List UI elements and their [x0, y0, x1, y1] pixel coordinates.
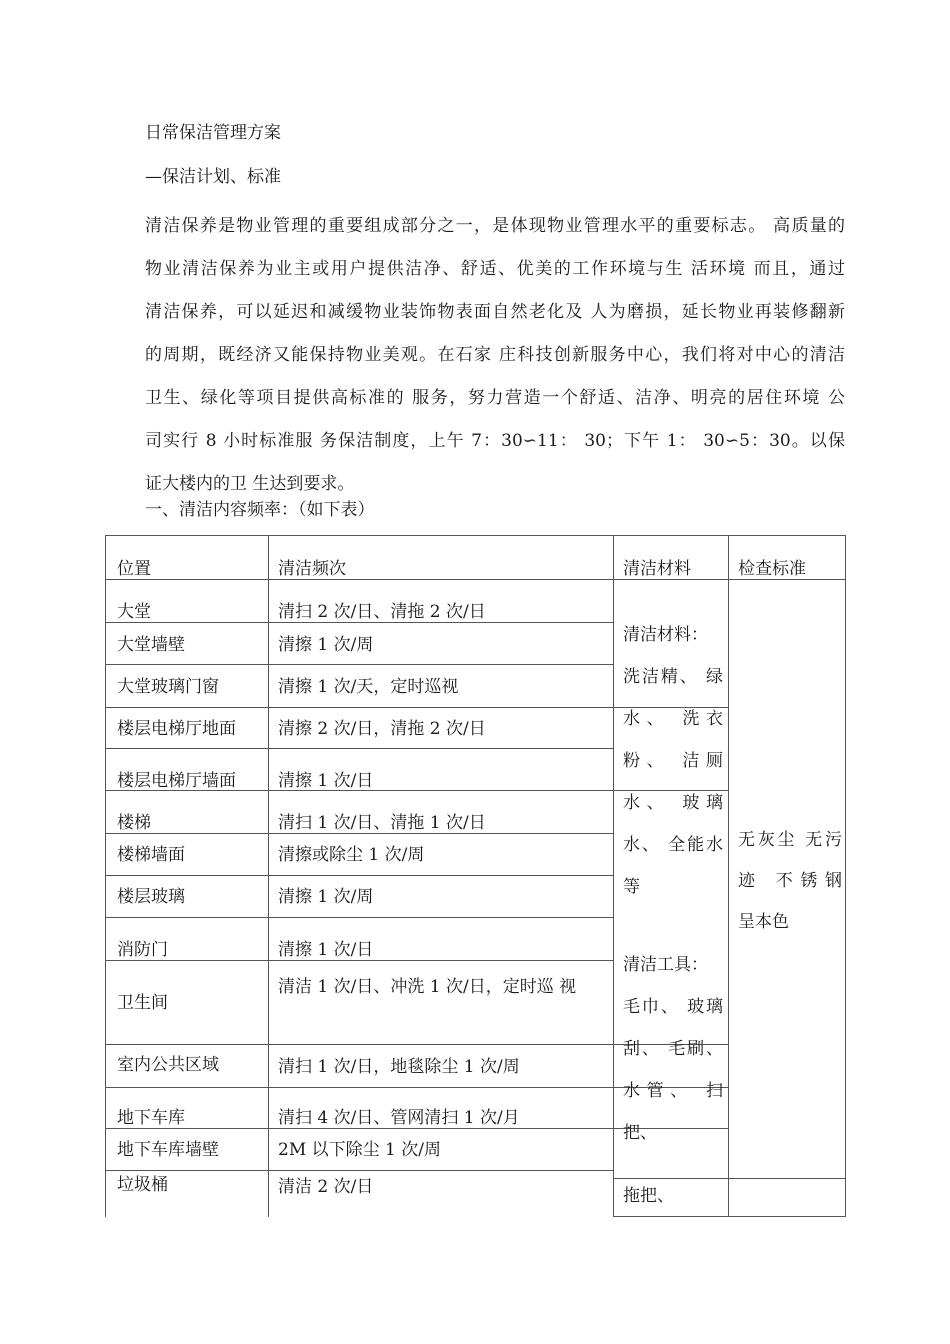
standard-line: 无灰尘 无污 — [738, 830, 842, 850]
intro-line: 卫生、绿化等项目提供高标准的 服务，努力营造一个舒适、洁净、明亮的居住环境 公 — [145, 388, 845, 408]
intro-line: 的周期，既经济又能保持物业美观。在石家 庄科技创新服务中心，我们将对中心的清洁 — [145, 345, 845, 365]
table-border-top — [105, 535, 846, 536]
row-divider — [105, 622, 613, 623]
intro-line: 清洁保养是物业管理的重要组成部分之一，是体现物业管理水平的重要标志。 高质量的 — [145, 216, 845, 236]
table-header-divider — [105, 579, 846, 580]
table-cell-location: 楼层电梯厅地面 — [117, 719, 236, 739]
table-cell-frequency: 清擦 1 次/日 — [278, 940, 374, 960]
table-cell-location: 大堂玻璃门窗 — [117, 677, 219, 697]
row-divider — [105, 1170, 613, 1171]
document-title: 日常保洁管理方案 — [145, 123, 281, 143]
table-cell-frequency: 清扫 1 次/日，地毯除尘 1 次/周 — [278, 1057, 520, 1077]
table-cell-frequency: 清擦 1 次/天，定时巡视 — [278, 677, 459, 697]
table-divider-col3 — [728, 535, 729, 1217]
row-divider — [105, 748, 613, 749]
table-divider-col1 — [268, 535, 269, 1217]
intro-paragraph — [145, 205, 845, 506]
header-materials: 清洁材料 — [623, 559, 691, 579]
row-divider — [105, 875, 613, 876]
tools-list — [623, 944, 723, 1154]
section-heading: —保洁计划、标准 — [145, 167, 281, 187]
table-cell-frequency: 清擦 2 次/日，清拖 2 次/日 — [278, 719, 486, 739]
cleaning-frequency-table — [105, 535, 846, 1217]
row-divider — [105, 664, 613, 665]
row-divider — [105, 833, 613, 834]
tools-line: 水管、 扫 — [623, 1081, 723, 1101]
materials-last-cell: 拖把、 — [623, 1186, 674, 1206]
materials-line: 洗洁精、 绿 — [623, 667, 723, 687]
intro-line: 清洁保养，可以延迟和减缓物业装饰物表面自然老化及 人为磨损，延长物业再装修翻新 — [145, 302, 845, 322]
table-cell-location: 大堂墙壁 — [117, 635, 185, 655]
intro-line: 物业清洁保养为业主或用户提供洁净、舒适、优美的工作环境与生 活环境 而且，通过 — [145, 259, 845, 279]
table-cell-location: 大堂 — [117, 602, 151, 622]
table-cell-frequency: 清扫 1 次/日、清拖 1 次/日 — [278, 813, 486, 833]
tools-line: 刮、 毛刷、 — [623, 1039, 723, 1059]
standard-line: 迹 不锈钢 — [738, 871, 842, 891]
table-cell-frequency: 清擦 1 次/周 — [278, 887, 374, 907]
table-cell-frequency: 清扫 4 次/日、管网清扫 1 次/月 — [278, 1108, 520, 1128]
table-cell-location: 垃圾桶 — [117, 1175, 168, 1195]
header-standard: 检查标准 — [738, 559, 806, 579]
table-cell-location: 地下车库 — [117, 1108, 185, 1128]
table-cell-location: 室内公共区域 — [117, 1055, 219, 1075]
materials-line: 等 — [623, 877, 640, 897]
tools-line: 清洁工具： — [623, 955, 708, 975]
table-border-bottom — [613, 1216, 846, 1217]
table-caption: 一、清洁内容频率：（如下表） — [145, 500, 375, 520]
table-cell-frequency: 清洁 2 次/日 — [278, 1177, 374, 1197]
table-divider-col2 — [613, 535, 614, 1217]
materials-line: 水、 玻璃 — [623, 793, 723, 813]
table-cell-frequency: 清擦或除尘 1 次/周 — [278, 845, 425, 865]
intro-line: 证大楼内的卫 生达到要求。 — [145, 474, 355, 494]
row-divider — [105, 917, 613, 918]
table-cell-frequency: 清擦 1 次/周 — [278, 635, 374, 655]
header-location: 位置 — [117, 559, 151, 579]
header-frequency: 清洁频次 — [278, 559, 346, 579]
tools-line: 毛巾、 玻璃 — [623, 997, 723, 1017]
materials-line: 粉、 洁厕 — [623, 751, 723, 771]
table-cell-frequency: 2M 以下除尘 1 次/周 — [278, 1140, 441, 1160]
table-cell-location: 消防门 — [117, 940, 168, 960]
standard-line: 呈本色 — [738, 912, 789, 932]
table-cell-frequency: 清扫 2 次/日、清拖 2 次/日 — [278, 602, 486, 622]
table-cell-location: 楼梯墙面 — [117, 845, 185, 865]
row-divider — [613, 1178, 846, 1179]
tools-line: 把、 — [623, 1123, 657, 1143]
materials-list — [623, 614, 723, 908]
table-cell-location: 楼层电梯厅墙面 — [117, 771, 236, 791]
table-border-right — [845, 535, 846, 1217]
intro-line: 司实行 8 小时标准服 务保洁制度，上午 7：30∽11： 30；下午 1： 30∽5：30。以保 — [145, 431, 845, 451]
materials-line: 水、 全能水 — [623, 835, 723, 855]
materials-line: 水、 洗衣 — [623, 709, 723, 729]
table-cell-location: 地下车库墙壁 — [117, 1140, 219, 1160]
table-cell-frequency: 清擦 1 次/日 — [278, 771, 374, 791]
table-cell-location: 楼梯 — [117, 813, 151, 833]
table-cell-location: 卫生间 — [117, 993, 168, 1013]
row-divider — [105, 960, 613, 961]
inspection-standard — [738, 820, 842, 943]
materials-line: 清洁材料： — [623, 625, 708, 645]
table-border-left — [105, 535, 106, 1217]
table-cell-location: 楼层玻璃 — [117, 887, 185, 907]
table-cell-frequency: 清洁 1 次/日、冲洗 1 次/日，定时巡 视 — [278, 977, 577, 997]
